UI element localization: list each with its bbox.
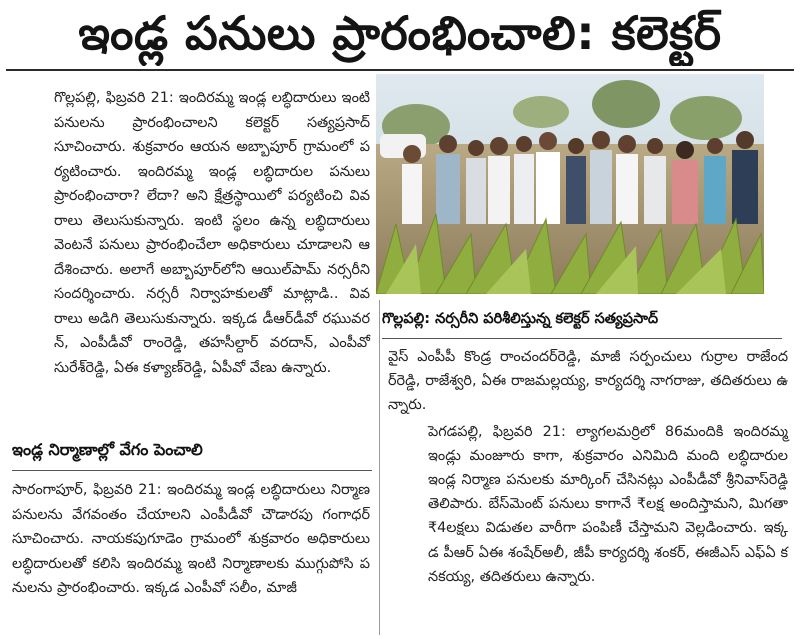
article-paragraph-sarangapur: సారంగాపూర్, ఫిబ్రవరి 21: ఇందిరమ్మ ఇండ్ల లబ్ధిదారులు నిర్మాణ పనులను వేగవంతం చేయాలని ఎంపీడీవో చౌడారపు గంగాధర్ సూచించారు. నాయకపుగూడెం గ్రామంలో శుక్రవారం అధికారులు లబ్ధిదారులతో కలిసి ఇందిరమ్మ ఇంటి నిర్మాణాలకు ముగ్గుపోసి పనులను ప్రారంభించారు. ఇక్కడ ఎంపీవో సలీం, మాజీ — [12, 482, 370, 596]
column-divider — [379, 300, 380, 635]
left-column — [12, 86, 370, 380]
right-column — [388, 345, 788, 589]
left-column-lower — [12, 478, 370, 601]
headline-rule — [6, 69, 794, 71]
headline: ఇండ్ల పనులు ప్రారంభించాలి: కలెక్టర్ — [78, 6, 722, 60]
subheading: ఇండ్ల నిర్మాణాల్లో వేగం పెంచాలి — [12, 440, 203, 459]
photo-caption: గొల్లపల్లి: నర్సరీని పరిశీలిస్తున్న కలెక్టర్ సత్యప్రసాద్ — [382, 311, 659, 327]
article-paragraph-gollapalli: గొల్లపల్లి, ఫిబ్రవరి 21: ఇందిరమ్మ ఇండ్ల లబ్ధిదారులు ఇంటి పనులను ప్రారంభించాలని కలెక్టర్ సత్యప్రసాద్ సూచించారు. శుక్రవారం ఆయన అబ్బాపూర్ గ్రామంలో పర్యటించారు. ఇందిరమ్మ ఇండ్ల లబ్ధిదారుల పనులు ప్రారంభించారా? లేదా? అని క్షేత్రస్థాయిలో పర్యటించి వివరాలు తెలుసుకున్నారు. ఇంటి స్థలం ఉన్న లబ్ధిదారులు వెంటనే పనులు ప్రారంభించేలా అధికారులు చూడాలని ఆదేశించారు. అలాగే అబ్బాపూర్‌లోని ఆయిల్‌పామ్ నర్సరీని సందర్శించారు. నర్సరీ నిర్వాహకులతో మాట్లాడి.. వివరాలు అడిగి తెలుసుకున్నారు. ఇక్కడ డీఆర్‌డీవో రఘువరన్, ఎంపీడీవో రాంరెడ్డి, తహసీల్దార్ వరదాన్, ఎంపీవో సురేశ్‌రెడ్డి, ఏఈ కళ్యాణ్‌రెడ్డి, ఏపీవో వేణు ఉన్నారు. — [54, 90, 370, 376]
article-paragraph-continued: వైస్ ఎంపీపీ కొండ్ర రాంచందర్‌రెడ్డి, మాజీ సర్పంచులు గుర్రాల రాజేందర్‌రెడ్డి, రాజేశ్వరి, ఏఈ రాజమల్లయ్య, కార్యదర్శి నాగరాజు, తదితరులు ఉన్నారు. — [388, 349, 788, 414]
caption-rule — [382, 338, 782, 339]
nursery-inspection-photo — [376, 74, 764, 294]
subheading-rule — [12, 470, 372, 471]
news-photo — [376, 74, 764, 294]
article-paragraph-pegadapalli: పెగడపల్లి, ఫిబ్రవరి 21: ల్యాగలమర్రిలో 86మందికి ఇందిరమ్మ ఇండ్లు మంజూరు కాగా, శుక్రవారం ఎనిమిది మంది లబ్ధిదారుల ఇండ్ల నిర్మాణ పనులకు మార్కింగ్ చేసినట్లు ఎంపీడీవో శ్రీనివాస్‌రెడ్డి తెలిపారు. బేస్‌మెంట్ పనులు కాగానే ₹లక్ష అందిస్తామని, మిగతా ₹4లక్షలు విడుతల వారీగా పంపిణీ చేస్తామని వెల్లడించారు. ఇక్కడ పీఆర్ ఏఈ శంషేర్‌అలీ, జీపీ కార్యదర్శి శంకర్, ఈజీఎస్ ఎఫ్ఏ కనకయ్య, తదితరులు ఉన్నారు. — [428, 423, 788, 585]
